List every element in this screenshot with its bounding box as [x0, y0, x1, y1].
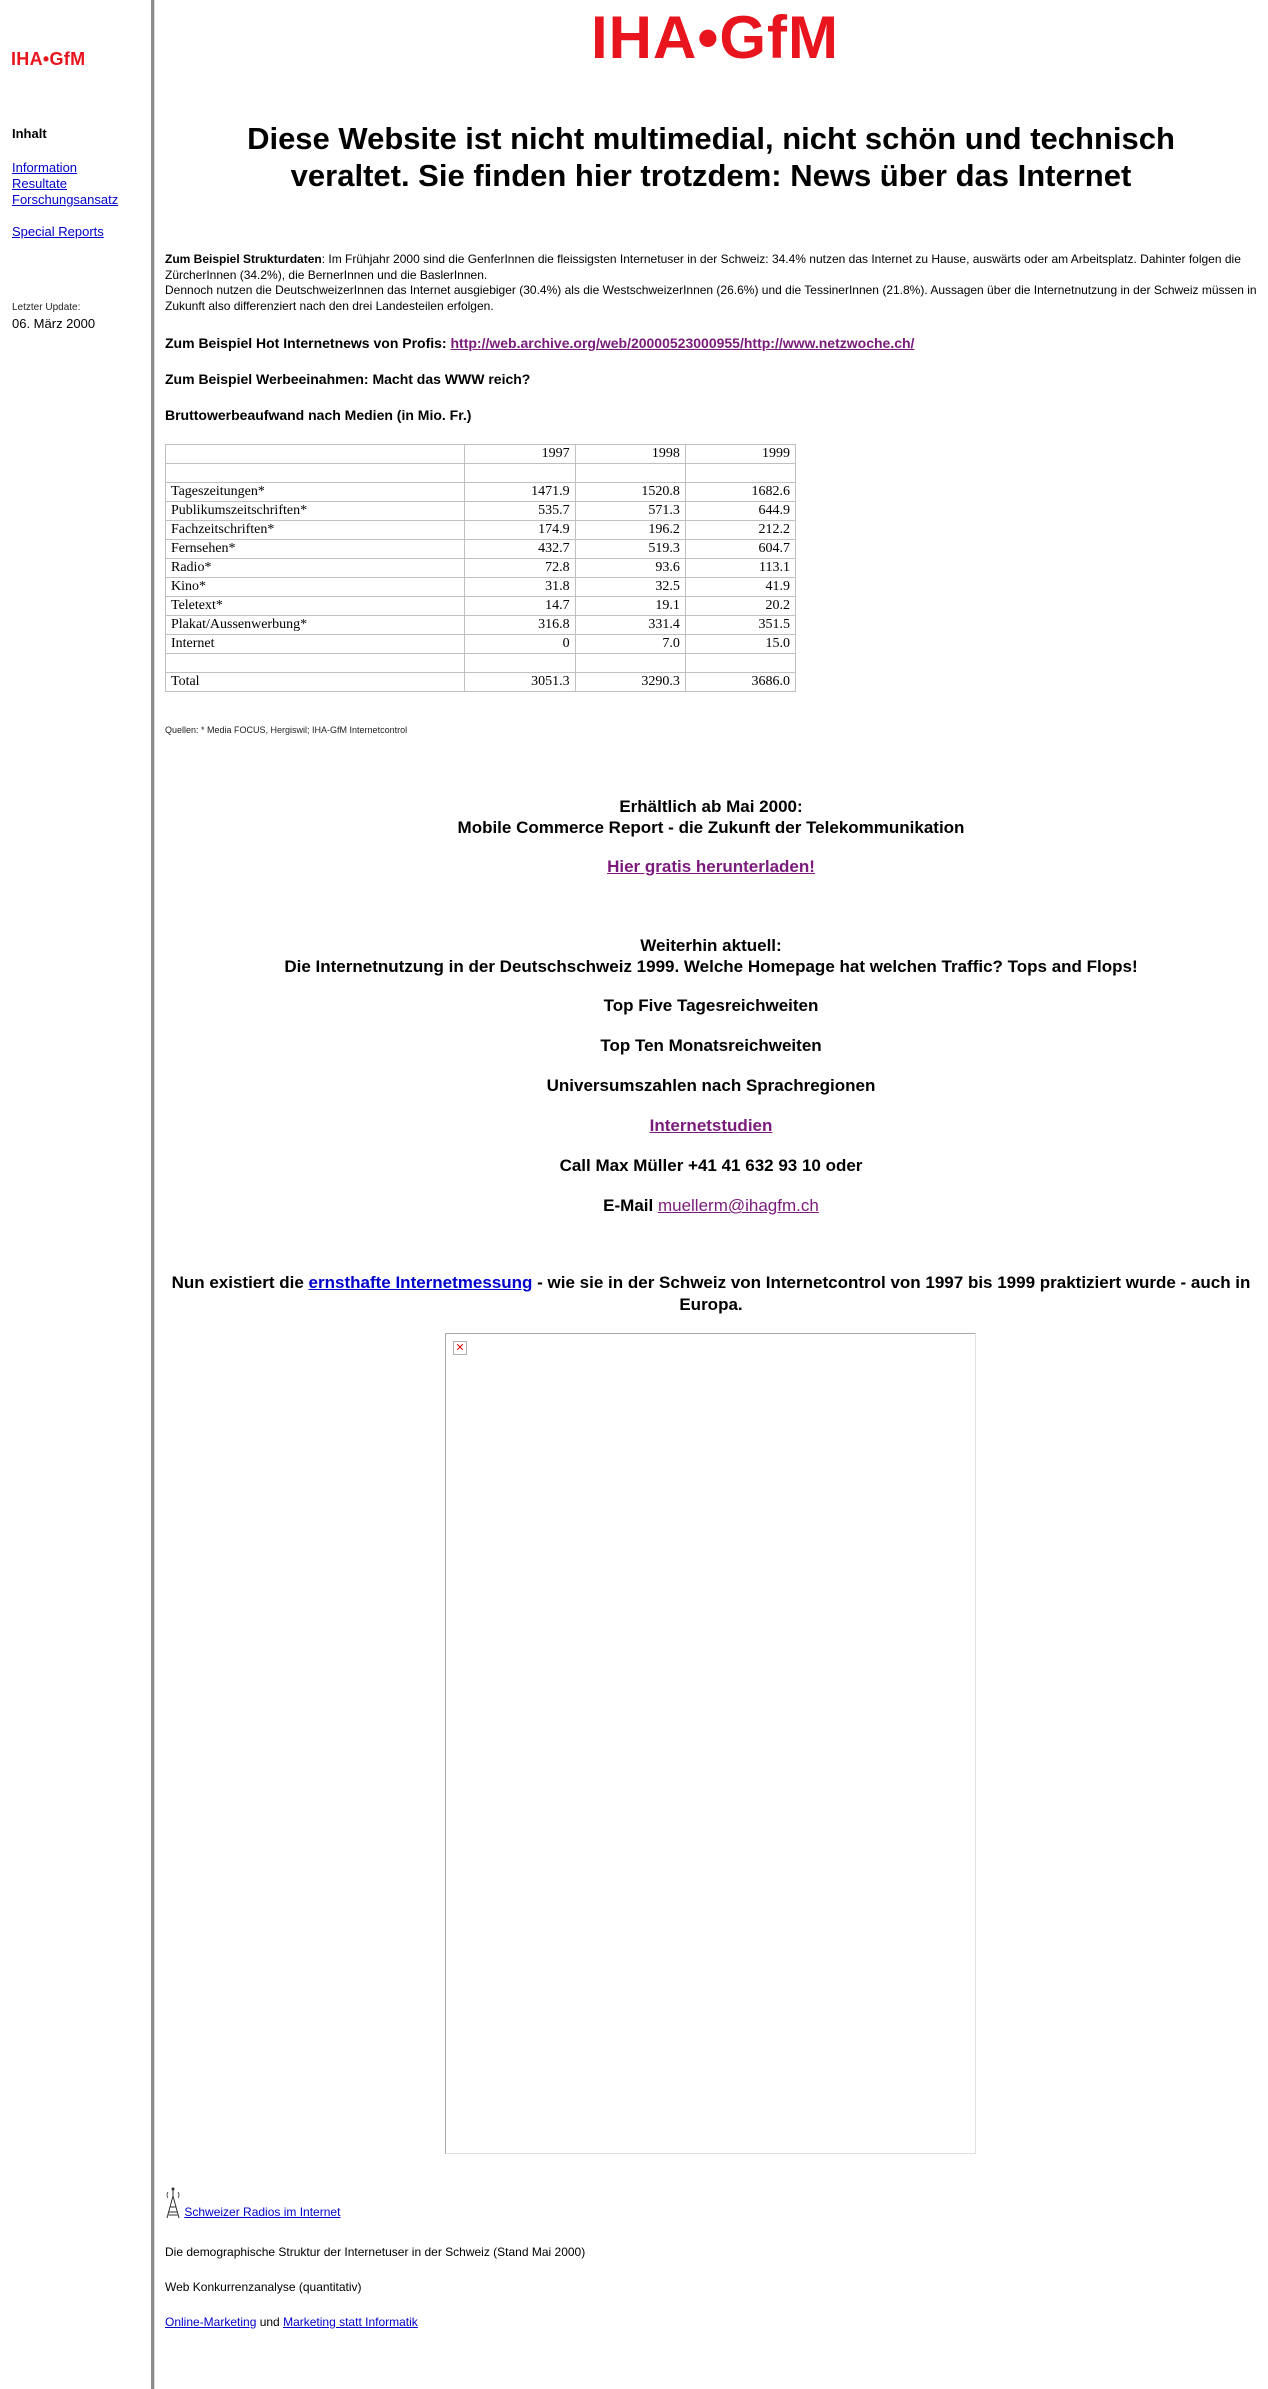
table-cell-value: 72.8: [465, 559, 575, 578]
sidebar-links: [12, 160, 118, 208]
top-five: Top Five Tagesreichweiten: [603, 996, 819, 1015]
sidebar: [0, 0, 151, 2389]
table-cell-label: Radio*: [166, 559, 465, 578]
table-cell-value: 113.1: [685, 559, 795, 578]
sidebar-item-resultate[interactable]: Resultate: [12, 176, 67, 191]
hot-news-label: Zum Beispiel Hot Internetnews von Profis:: [165, 335, 451, 351]
email-line: [165, 1195, 1257, 1216]
table-row: [166, 502, 796, 521]
marketing-statt-informatik-link[interactable]: Marketing statt Informatik: [283, 2315, 418, 2329]
online-marketing-link[interactable]: Online-Marketing: [165, 2315, 257, 2329]
table-header-year: 1999: [685, 445, 795, 464]
ernst-after: - wie sie in der Schweiz von Internetcontrol von 1997 bis 1999 praktiziert wurde - auch in Europa.: [532, 1273, 1251, 1314]
ernsthafte-messung: [165, 1272, 1257, 1316]
ernst-before: Nun existiert die: [171, 1273, 309, 1292]
weiterhin-block: [165, 935, 1257, 977]
hot-news-link[interactable]: http://web.archive.org/web/20000523000955/http://www.netzwoche.ch/: [450, 335, 915, 351]
table-cell-label: Total: [166, 673, 465, 692]
table-row: [166, 597, 796, 616]
table-spacer-row: [166, 464, 796, 483]
marketing-links: [165, 2315, 418, 2329]
table-total-row: [166, 673, 796, 692]
table-cell-label: Internet: [166, 635, 465, 654]
table-cell-label: Kino*: [166, 578, 465, 597]
table-row: [166, 540, 796, 559]
table-cell-value: 93.6: [575, 559, 685, 578]
table-cell-value: 174.9: [465, 521, 575, 540]
intro-paragraph: [165, 252, 1257, 314]
table-cell-value: 14.7: [465, 597, 575, 616]
radio-tower-icon: [165, 2205, 184, 2219]
table-cell-label: Plakat/Aussenwerbung*: [166, 616, 465, 635]
download-link-wrap: [165, 856, 1257, 877]
universum: Universumszahlen nach Sprachregionen: [546, 1076, 876, 1095]
sidebar-heading: Inhalt: [12, 126, 47, 141]
table-cell-value: 351.5: [685, 616, 795, 635]
intro-text-1: : Im Frühjahr 2000 sind die GenferInnen die fleissigsten Internetuser in der Schweiz: 34.4% nutzen das Internet zu Hause, auswärts oder am Arbeitsplatz. Dahinter folgen die ZürcherInnen (34.2%), die BernerInnen und die BaslerInnen.: [165, 252, 1241, 282]
werbe-heading: Zum Beispiel Werbeeinahmen: Macht das WWW reich?: [165, 371, 531, 387]
konkurrenz-text: Web Konkurrenzanalyse (quantitativ): [165, 2280, 362, 2294]
table-cell-value: 535.7: [465, 502, 575, 521]
table-cell-value: 519.3: [575, 540, 685, 559]
table-cell-value: 331.4: [575, 616, 685, 635]
broken-image-icon: ✕: [453, 1341, 467, 1355]
weiterhin-line-1: Weiterhin aktuell:: [640, 936, 782, 955]
email-label: E-Mail: [603, 1196, 658, 1215]
sidebar-logo: IHA•GfM: [11, 49, 86, 69]
mobile-line-2: Mobile Commerce Report - die Zukunft der Telekommunikation: [457, 818, 965, 837]
call-line: Call Max Müller +41 41 632 93 10 oder: [559, 1156, 863, 1175]
table-row: [166, 559, 796, 578]
und-text: und: [256, 2315, 284, 2329]
top-ten: Top Ten Monatsreichweiten: [600, 1036, 822, 1055]
table-cell-value: 3290.3: [575, 673, 685, 692]
table-row: [166, 483, 796, 502]
table-cell-label: Publikumszeitschriften*: [166, 502, 465, 521]
table-cell-value: 1682.6: [685, 483, 795, 502]
hot-news: [165, 335, 914, 351]
table-cell-label: Tageszeitungen*: [166, 483, 465, 502]
table-cell-value: 571.3: [575, 502, 685, 521]
demographics-text: Die demographische Struktur der Internetuser in der Schweiz (Stand Mai 2000): [165, 2245, 586, 2259]
mobile-commerce-announcement: [165, 796, 1257, 838]
table-row: [166, 635, 796, 654]
table-cell-value: 432.7: [465, 540, 575, 559]
sidebar-item-forschungsansatz[interactable]: Forschungsansatz: [12, 192, 119, 207]
table-row: [166, 578, 796, 597]
table-cell-value: 3051.3: [465, 673, 575, 692]
table-cell-value: 31.8: [465, 578, 575, 597]
table-header-year: 1998: [575, 445, 685, 464]
table-header-blank: [166, 445, 465, 464]
sidebar-item-information[interactable]: Information: [12, 160, 78, 175]
headline-line-2: veraltet. Sie finden hier trotzdem: News über das Internet: [290, 158, 1132, 193]
table-cell-value: 20.2: [685, 597, 795, 616]
internetstudien-link[interactable]: Internetstudien: [649, 1116, 773, 1135]
table-cell-label: Fachzeitschriften*: [166, 521, 465, 540]
table-cell-value: 32.5: [575, 578, 685, 597]
table-cell-value: 1520.8: [575, 483, 685, 502]
broken-image-placeholder: [445, 1333, 976, 2154]
header-logo: IHA•GfM: [591, 4, 839, 71]
table-header-year: 1997: [465, 445, 575, 464]
table-cell-label: Fernsehen*: [166, 540, 465, 559]
mobile-line-1: Erhältlich ab Mai 2000:: [619, 797, 803, 816]
sidebar-item-special-reports[interactable]: Special Reports: [12, 224, 104, 239]
table-cell-value: 604.7: [685, 540, 795, 559]
table-title: Bruttowerbeaufwand nach Medien (in Mio. Fr.): [165, 407, 472, 423]
table-cell-value: 196.2: [575, 521, 685, 540]
headline-line-1: Diese Website ist nicht multimedial, nicht schön und technisch: [247, 121, 1175, 156]
table-source: Quellen: * Media FOCUS, Hergiswil; IHA-GfM Internetcontrol: [165, 725, 408, 735]
table-cell-value: 41.9: [685, 578, 795, 597]
weiterhin-line-2: Die Internetnutzung in der Deutschschweiz 1999. Welche Homepage hat welchen Traffic? Tops and Flops!: [284, 957, 1138, 976]
sidebar-special: [12, 224, 104, 239]
table-cell-value: 15.0: [685, 635, 795, 654]
last-update-date: 06. März 2000: [12, 316, 96, 331]
table-cell-label: Teletext*: [166, 597, 465, 616]
ad-spend-table: [165, 444, 796, 692]
radios-link[interactable]: Schweizer Radios im Internet: [184, 2205, 341, 2219]
table-spacer-row: [166, 654, 796, 673]
radios-line: [165, 2187, 340, 2219]
table-cell-value: 1471.9: [465, 483, 575, 502]
table-cell-value: 316.8: [465, 616, 575, 635]
intro-text-2: Dennoch nutzen die DeutschweizerInnen das Internet ausgiebiger (30.4%) als die WestschweizerInnen (26.6%) und die TessinerInnen (21.8%). Aussagen über die Internetnutzung in der Schweiz müssen in Zukunft also differenziert nach den drei Landesteilen erfolgen.: [165, 283, 1257, 313]
ad-spend-table-body: [166, 445, 796, 692]
table-cell-value: 7.0: [575, 635, 685, 654]
table-row: [166, 521, 796, 540]
table-cell-value: 212.2: [685, 521, 795, 540]
ernst-link[interactable]: ernsthafte Internetmessung: [308, 1273, 533, 1292]
download-link[interactable]: Hier gratis herunterladen!: [607, 857, 815, 876]
table-row: [166, 616, 796, 635]
table-cell-value: 644.9: [685, 502, 795, 521]
table-cell-value: 19.1: [575, 597, 685, 616]
page-headline: [165, 120, 1257, 194]
sidebar-divider-highlight: [154, 0, 155, 2389]
intro-bold-lead: Zum Beispiel Strukturdaten: [165, 252, 322, 266]
internetstudien-wrap: [165, 1115, 1257, 1136]
table-cell-value: 0: [465, 635, 575, 654]
last-update-label: Letzter Update:: [12, 302, 81, 313]
email-link[interactable]: muellerm@ihagfm.ch: [657, 1196, 819, 1215]
table-cell-value: 3686.0: [685, 673, 795, 692]
table-header-row: [166, 445, 796, 464]
